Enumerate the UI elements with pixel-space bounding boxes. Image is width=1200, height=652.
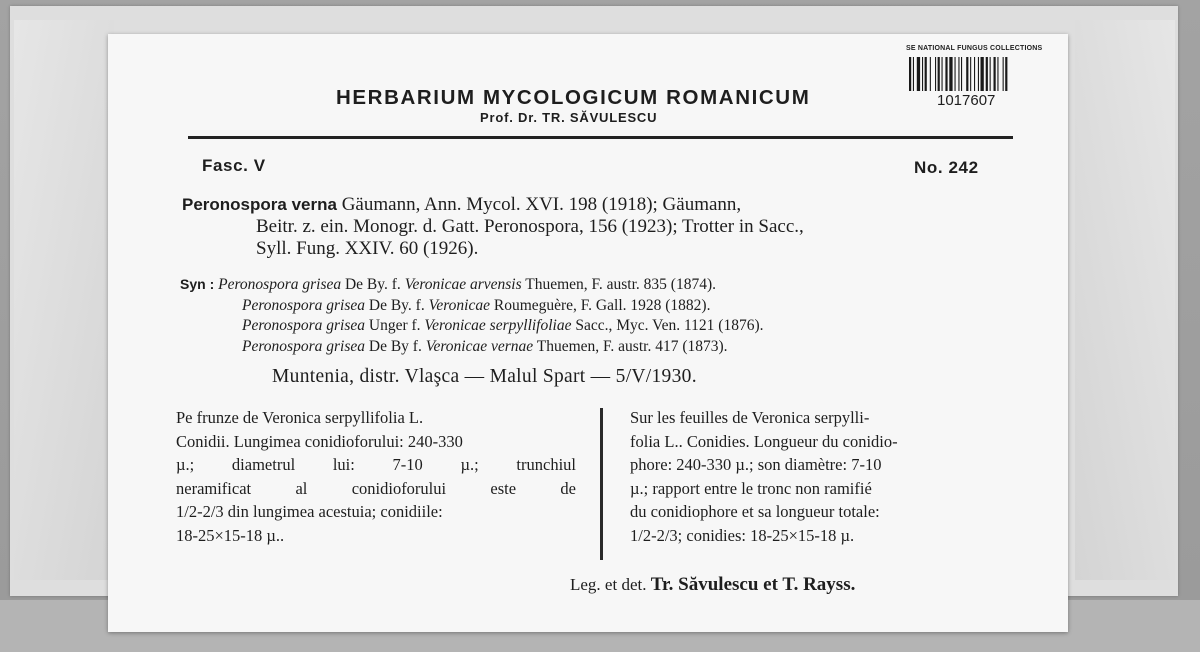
barcode-sticker bbox=[903, 42, 1053, 112]
synonym-form: Veronicae bbox=[428, 296, 490, 314]
synonym-list bbox=[180, 274, 763, 357]
collector-line bbox=[570, 574, 855, 596]
synonym-genus: Peronospora grisea bbox=[218, 276, 342, 293]
synonym-ref: Sacc., Myc. Ven. 1121 (1876). bbox=[571, 317, 764, 334]
description-line: µ.; rapport entre le tronc non ramifié bbox=[630, 478, 872, 498]
barcode-number: 1017607 bbox=[937, 92, 996, 109]
barcode-caption: SE NATIONAL FUNGUS COLLECTIONS bbox=[906, 45, 1043, 52]
collector-names: Tr. Săvulescu et T. Rayss. bbox=[650, 574, 856, 595]
synonym-form: Veronicae vernae bbox=[425, 337, 534, 355]
synonym-genus: Peronospora grisea bbox=[242, 337, 365, 355]
synonym-genus: Peronospora grisea bbox=[242, 317, 365, 334]
species-citation-2: Beitr. z. ein. Monogr. d. Gatt. Peronospora, 156 (1923); Trotter in Sacc., bbox=[256, 216, 804, 237]
synonym-row bbox=[180, 274, 763, 296]
description-line: 1/2-2/3 din lungimea acestuia; conidiile: bbox=[176, 502, 443, 521]
synonym-form: Veronicae arvensis bbox=[404, 276, 522, 293]
species-citation-3: Syll. Fung. XXIV. 60 (1926). bbox=[256, 238, 479, 259]
synonym-ref: Thuemen, F. austr. 835 (1874). bbox=[521, 276, 716, 293]
envelope-flap-right bbox=[1075, 20, 1175, 580]
description-french bbox=[630, 406, 1030, 547]
synonym-ref: Roumeguère, F. Gall. 1928 (1882). bbox=[489, 296, 711, 314]
header-subtitle: Prof. Dr. TR. SĂVULESCU bbox=[480, 110, 658, 125]
fascicle-label: Fasc. V bbox=[202, 156, 266, 175]
column-divider bbox=[600, 408, 603, 560]
header-title: HERBARIUM MYCOLOGICUM ROMANICUM bbox=[336, 86, 811, 109]
species-citation-1: Gäumann, Ann. Mycol. XVI. 198 (1918); Gäumann, bbox=[336, 194, 742, 215]
locality-line: Muntenia, distr. Vlaşca — Malul Spart — 5/V/1930. bbox=[272, 366, 697, 387]
synonym-row bbox=[180, 337, 763, 358]
synonym-author: De By. f. bbox=[365, 296, 429, 314]
description-line: neramificat al conidioforului este de bbox=[176, 478, 576, 498]
description-line: Conidii. Lungimea conidioforului: 240-330 bbox=[176, 431, 463, 451]
collector-prefix: Leg. et det. bbox=[570, 575, 651, 594]
herbarium-label bbox=[108, 34, 1068, 632]
species-citation bbox=[182, 194, 804, 260]
description-line: du conidiophore et sa longueur totale: bbox=[630, 502, 880, 521]
description-line: phore: 240-330 µ.; son diamètre: 7-10 bbox=[630, 455, 882, 474]
description-line: folia L.. Conidies. Longueur du conidio- bbox=[630, 431, 898, 451]
specimen-number: No. 242 bbox=[914, 158, 979, 177]
synonym-form: Veronicae serpyllifoliae bbox=[424, 317, 572, 334]
synonym-genus: Peronospora grisea bbox=[242, 296, 365, 314]
description-line: 18-25×15-18 µ.. bbox=[176, 525, 285, 545]
description-line: Sur les feuilles de Veronica serpylli- bbox=[630, 408, 870, 427]
synonym-author: De By. f. bbox=[341, 276, 405, 293]
synonym-row bbox=[180, 296, 763, 317]
description-line: 1/2-2/3; conidies: 18-25×15-18 µ. bbox=[630, 525, 855, 545]
synonym-label: Syn : bbox=[180, 276, 215, 292]
header-rule bbox=[188, 136, 1013, 139]
barcode-icon bbox=[909, 57, 1041, 91]
description-line: µ.; diametrul lui: 7-10 µ.; trunchiul bbox=[176, 455, 576, 474]
description-line: Pe frunze de Veronica serpyllifolia L. bbox=[176, 408, 424, 427]
synonym-author: Unger f. bbox=[365, 317, 425, 334]
synonym-author: De By f. bbox=[365, 337, 426, 355]
envelope-flap-left bbox=[14, 20, 114, 580]
description-romanian bbox=[176, 406, 576, 547]
species-line-1 bbox=[182, 194, 804, 216]
species-name: Peronospora verna bbox=[182, 195, 337, 214]
synonym-ref: Thuemen, F. austr. 417 (1873). bbox=[533, 337, 728, 355]
synonym-row bbox=[180, 316, 763, 337]
